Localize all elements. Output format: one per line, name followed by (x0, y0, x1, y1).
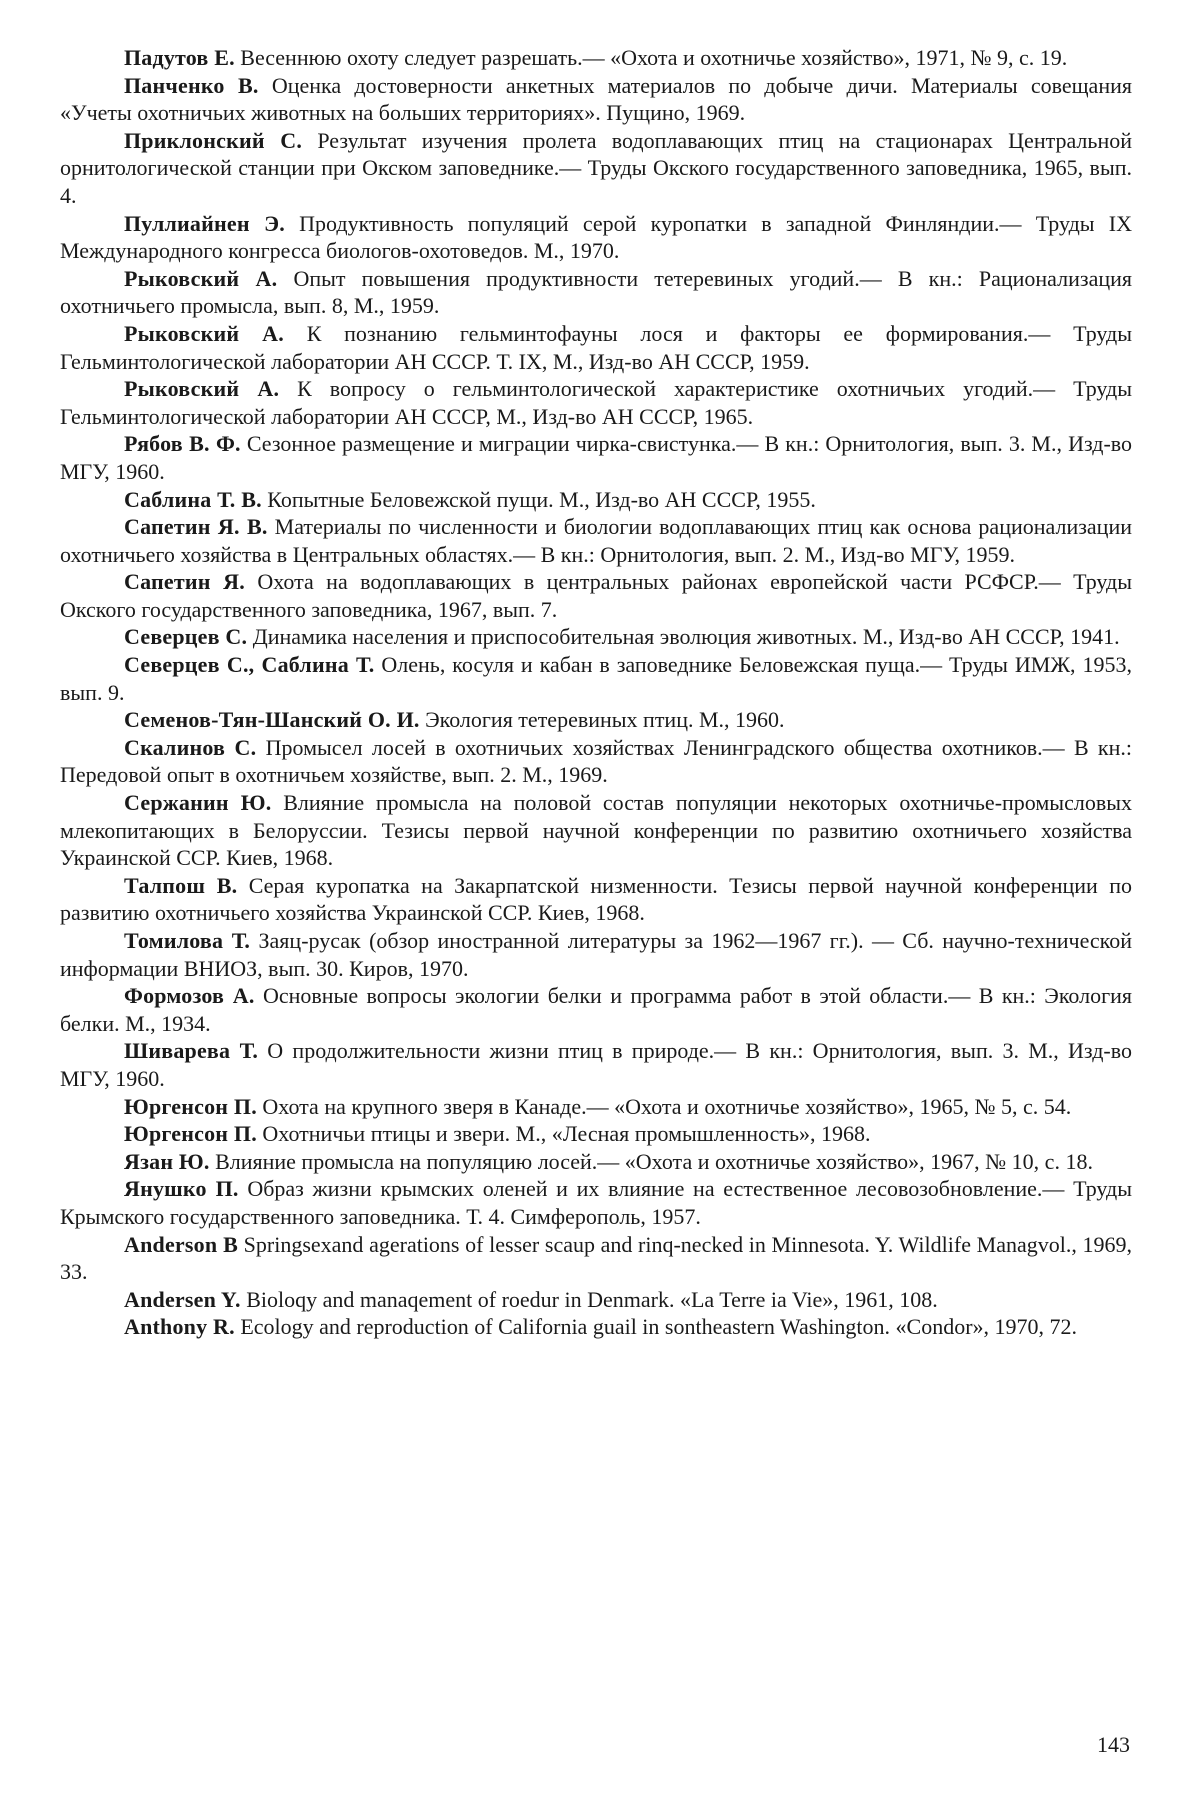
entry-text: Ecology and reproduction of California guail in sontheastern Washington. «Condor», 1970, 72. (240, 1314, 1077, 1339)
entry-text: Результат изучения пролета водоплавающих птиц на стационарах Центральной орнитологической станции при Окском заповеднике.— Труды Окского государственного заповедника, 1965, вып. 4. (60, 128, 1132, 208)
entry-text: Весеннюю охоту следует разрешать.— «Охота и охотничье хозяйство», 1971, № 9, с. 19. (240, 45, 1067, 70)
page-number: 143 (1097, 1732, 1130, 1758)
entry-text: Материалы по численности и биологии водоплавающих птиц как основа рационализации охотничьего хозяйства в Центральных областях.— В кн.: Орнитология, вып. 2. М., Изд-во МГУ, 1959. (60, 514, 1132, 567)
bibliography-entry (60, 210, 1132, 265)
entry-author: Семенов-Тян-Шанский О. И. (124, 707, 420, 732)
entry-text: О продолжительности жизни птиц в природе.— В кн.: Орнитология, вып. 3. М., Изд-во МГУ, 1960. (60, 1038, 1132, 1091)
entry-text: Серая куропатка на Закарпатской низменности. Тезисы первой научной конференции по развитию охотничьего хозяйства Украинской ССР. Киев, 1968. (60, 873, 1132, 926)
bibliography-entry (60, 375, 1132, 430)
entry-author: Рыковский А. (124, 266, 277, 291)
bibliography-entry (60, 1231, 1132, 1286)
bibliography-entry (60, 265, 1132, 320)
entry-text: Опыт повышения продуктивности тетеревиных угодий.— В кн.: Рационализация охотничьего промысла, вып. 8, М., 1959. (60, 266, 1132, 319)
entry-author: Anthony R. (124, 1314, 235, 1339)
entry-author: Томилова Т. (124, 928, 250, 953)
entry-text: Охота на водоплавающих в центральных районах европейской части РСФСР.— Труды Окского государственного заповедника, 1967, вып. 7. (60, 569, 1132, 622)
bibliography-entry (60, 1148, 1132, 1176)
entry-text: Продуктивность популяций серой куропатки в западной Финляндии.— Труды IX Международного конгресса биологов-охотоведов. М., 1970. (60, 211, 1132, 264)
entry-text: Промысел лосей в охотничьих хозяйствах Ленинградского общества охотников.— В кн.: Передовой опыт в охотничьем хозяйстве, вып. 2. М., 1969. (60, 735, 1132, 788)
bibliography-entry (60, 486, 1132, 514)
bibliography-entry (60, 927, 1132, 982)
bibliography-entry (60, 1313, 1132, 1341)
entry-text: Оценка достоверности анкетных материалов по добыче дичи. Материалы совещания «Учеты охотничьих животных на больших территориях». Пущино, 1969. (60, 73, 1132, 126)
entry-author: Приклонский С. (124, 128, 302, 153)
bibliography-entry (60, 1093, 1132, 1121)
bibliography-entry (60, 1120, 1132, 1148)
bibliography-entry (60, 623, 1132, 651)
bibliography-entry (60, 1286, 1132, 1314)
entry-author: Andersen Y. (124, 1287, 241, 1312)
bibliography-entry (60, 320, 1132, 375)
bibliography-entry (60, 44, 1132, 72)
entry-author: Северцев С., Саблина Т. (124, 652, 374, 677)
bibliography-entry (60, 127, 1132, 210)
entry-text: Экология тетеревиных птиц. М., 1960. (425, 707, 784, 732)
bibliography-entry (60, 651, 1132, 706)
entry-text: Динамика населения и приспособительная эволюция животных. М., Изд-во АН СССР, 1941. (253, 624, 1120, 649)
bibliography-entry (60, 734, 1132, 789)
entry-text: Springsexand agerations of lesser scaup and rinq-necked in Minnesota. Y. Wildlife Managvol., 1969, 33. (60, 1232, 1132, 1285)
entry-author: Талпош В. (124, 873, 237, 898)
entry-author: Янушко П. (124, 1176, 239, 1201)
entry-author: Скалинов С. (124, 735, 256, 760)
entry-author: Пуллиайнен Э. (124, 211, 285, 236)
bibliography (60, 44, 1132, 1341)
entry-text: Влияние промысла на популяцию лосей.— «Охота и охотничье хозяйство», 1967, № 10, с. 18. (215, 1149, 1093, 1174)
entry-author: Саблина Т. В. (124, 487, 262, 512)
bibliography-entry (60, 982, 1132, 1037)
entry-text: Основные вопросы экологии белки и программа работ в этой области.— В кн.: Экология белки. М., 1934. (60, 983, 1132, 1036)
entry-text: Охотничьи птицы и звери. М., «Лесная промышленность», 1968. (262, 1121, 870, 1146)
entry-author: Рыковский А. (124, 376, 279, 401)
entry-author: Anderson B (124, 1232, 238, 1257)
entry-text: Bioloqy and manaqement of roedur in Denmark. «La Terre ia Vie», 1961, 108. (246, 1287, 938, 1312)
bibliography-entry (60, 1175, 1132, 1230)
entry-author: Язан Ю. (124, 1149, 210, 1174)
entry-author: Северцев С. (124, 624, 247, 649)
entry-text: К вопросу о гельминтологической характеристике охотничьих угодий.— Труды Гельминтологической лаборатории АН СССР, М., Изд-во АН СССР, 1965. (60, 376, 1132, 429)
entry-text: К познанию гельминтофауны лося и факторы ее формирования.— Труды Гельминтологической лаборатории АН СССР. Т. IX, М., Изд-во АН СССР, 1959. (60, 321, 1132, 374)
entry-author: Юргенсон П. (124, 1121, 257, 1146)
entry-author: Падутов Е. (124, 45, 235, 70)
entry-author: Рыковский А. (124, 321, 284, 346)
bibliography-entry (60, 789, 1132, 872)
bibliography-entry (60, 513, 1132, 568)
entry-author: Шиварева Т. (124, 1038, 258, 1063)
entry-author: Формозов А. (124, 983, 255, 1008)
bibliography-entry (60, 706, 1132, 734)
entry-text: Охота на крупного зверя в Канаде.— «Охота и охотничье хозяйство», 1965, № 5, с. 54. (262, 1094, 1071, 1119)
entry-author: Рябов В. Ф. (124, 431, 241, 456)
entry-text: Олень, косуля и кабан в заповеднике Беловежская пуща.— Труды ИМЖ, 1953, вып. 9. (60, 652, 1132, 705)
bibliography-entry (60, 568, 1132, 623)
bibliography-entry (60, 430, 1132, 485)
entry-author: Сапетин Я. (124, 569, 245, 594)
entry-author: Сапетин Я. В. (124, 514, 268, 539)
entry-text: Влияние промысла на половой состав популяции некоторых охотничье-промысловых млекопитающих в Белоруссии. Тезисы первой научной конференции по развитию охотничьего хозяйства Украинской ССР. Киев, 1968. (60, 790, 1132, 870)
entry-author: Юргенсон П. (124, 1094, 257, 1119)
entry-author: Панченко В. (124, 73, 259, 98)
entry-text: Копытные Беловежской пущи. М., Изд-во АН СССР, 1955. (267, 487, 816, 512)
entry-author: Сержанин Ю. (124, 790, 271, 815)
bibliography-entry (60, 872, 1132, 927)
bibliography-entry (60, 1037, 1132, 1092)
entry-text: Сезонное размещение и миграции чирка-свистунка.— В кн.: Орнитология, вып. 3. М., Изд-во МГУ, 1960. (60, 431, 1132, 484)
entry-text: Заяц-русак (обзор иностранной литературы за 1962—1967 гг.). — Сб. научно-технической информации ВНИОЗ, вып. 30. Киров, 1970. (60, 928, 1132, 981)
bibliography-entry (60, 72, 1132, 127)
entry-text: Образ жизни крымских оленей и их влияние на естественное лесовозобновление.— Труды Крымского государственного заповедника. Т. 4. Симферополь, 1957. (60, 1176, 1132, 1229)
